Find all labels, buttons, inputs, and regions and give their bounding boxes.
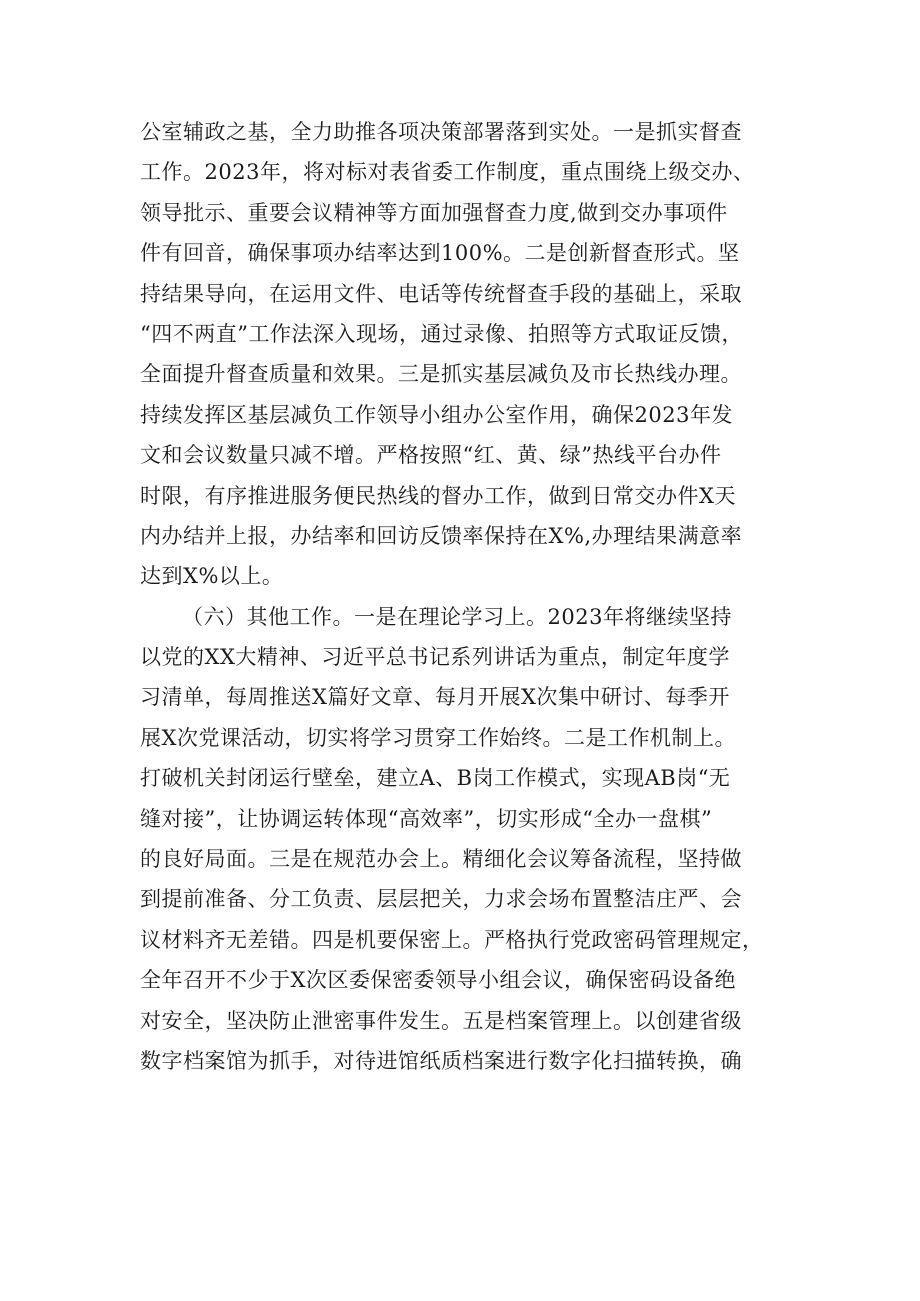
text-line: 数字档案馆为抓手，对待进馆纸质档案进行数字化扫描转换，确 <box>140 1048 742 1073</box>
text-line: 工作。2023年，将对标对表省委工作制度，重点围绕上级交办、 <box>140 160 755 185</box>
text-line: 议材料齐无差错。四是机要保密上。严格执行党政密码管理规定， <box>140 927 764 952</box>
text-line: 展X次党课活动，切实将学习贯穿工作始终。二是工作机制上。 <box>140 725 736 750</box>
text-line: “四不两直”工作法深入现场，通过录像、拍照等方式取证反馈， <box>140 321 743 346</box>
text-line: 持续发挥区基层减负工作领导小组办公室作用，确保2023年发 <box>140 402 733 427</box>
text-line: 缝对接”，让协调运转体现“高效率”，切实形成“全办一盘棋” <box>140 806 713 831</box>
text-line: 内办结并上报，办结率和回访反馈率保持在X%,办理结果满意率 <box>140 523 743 548</box>
text-line: 对安全，坚决防止泄密事件发生。五是档案管理上。以创建省级 <box>140 1008 742 1033</box>
text-line: 习清单，每周推送X篇好文章、每月开展X次集中研讨、每季开 <box>140 685 730 710</box>
text-line: 的良好局面。三是在规范办会上。精细化会议筹备流程，坚持做 <box>140 847 742 872</box>
text-line: 以党的XX大精神、习近平总书记系列讲话为重点，制定年度学 <box>140 645 730 670</box>
text-line: 打破机关封闭运行壁垒，建立A、B岗工作模式，实现AB岗“无 <box>140 766 731 791</box>
text-line: 达到X%以上。 <box>140 564 284 589</box>
text-line: 持结果导向，在运用文件、电话等传统督查手段的基础上，采取 <box>140 281 742 306</box>
text-line: 全面提升督查质量和效果。三是抓实基层减负及市长热线办理。 <box>140 362 742 387</box>
text-line: 文和会议数量只减不增。严格按照“红、黄、绿”热线平台办件 <box>140 443 722 468</box>
text-line: 时限，有序推进服务便民热线的督办工作，做到日常交办件X天 <box>140 483 736 508</box>
section-heading-line: （六）其他工作。一是在理论学习上。2023年将继续坚持 <box>182 604 732 629</box>
body-text <box>140 112 800 1081</box>
text-line: 到提前准备、分工负责、层层把关，力求会场布置整洁庄严、会 <box>140 887 742 912</box>
text-line: 公室辅政之基，全力助推各项决策部署落到实处。一是抓实督查 <box>140 120 742 144</box>
text-line: 领导批示、重要会议精神等方面加强督查力度,做到交办事项件 <box>140 200 728 225</box>
text-line: 件有回音，确保事项办结率达到100%。二是创新督查形式。坚 <box>140 241 740 266</box>
text-line: 全年召开不少于X次区委保密委领导小组会议，确保密码设备绝 <box>140 968 736 993</box>
